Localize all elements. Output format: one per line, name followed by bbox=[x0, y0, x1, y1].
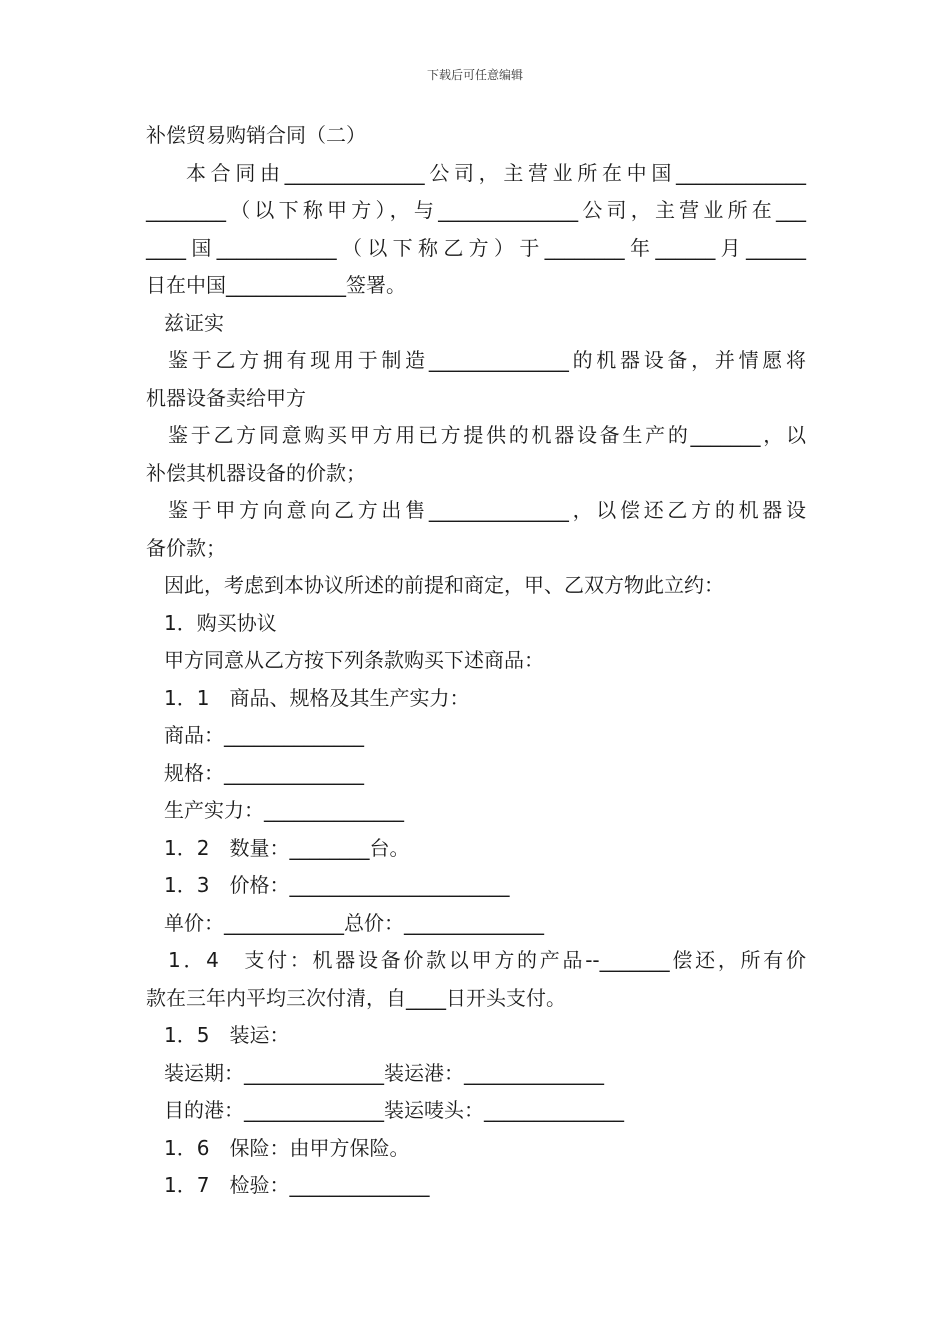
clause-line: 1．5 装运： bbox=[164, 1023, 290, 1047]
clause-line: 1．4 支付：机器设备价款以甲方的产品--_______偿还，所有价 bbox=[168, 948, 806, 972]
field-line: 目的港：______________装运唛头：______________ bbox=[164, 1098, 624, 1122]
paragraph-line: 备价款； bbox=[146, 536, 226, 560]
paragraph-line: 鉴于乙方同意购买甲方用已方提供的机器设备生产的_______，以 bbox=[168, 423, 806, 447]
paragraph-line: 补偿其机器设备的价款； bbox=[146, 461, 366, 485]
paragraph-line: 日在中国____________签署。 bbox=[146, 273, 406, 297]
clause-line: 1．1 商品、规格及其生产实力： bbox=[164, 686, 470, 710]
paragraph-line: ________（以下称甲方），与______________公司，主营业所在___ bbox=[146, 198, 806, 222]
paragraph-line: 鉴于乙方拥有现用于制造______________的机器设备，并情愿将 bbox=[168, 348, 806, 372]
field-line: 商品：______________ bbox=[164, 723, 364, 747]
paragraph-line: 因此，考虑到本协议所述的前提和商定，甲、乙双方物此立约： bbox=[164, 573, 724, 597]
paragraph-line: ____国____________（以下称乙方）于________年______月______ bbox=[146, 236, 806, 260]
paragraph-line: 款在三年内平均三次付清，自____日开头支付。 bbox=[146, 986, 566, 1010]
clause-line: 1．2 数量：________台。 bbox=[164, 836, 410, 860]
field-line: 生产实力：______________ bbox=[164, 798, 404, 822]
paragraph-line: 甲方同意从乙方按下列条款购买下述商品： bbox=[164, 648, 544, 672]
field-line: 规格：______________ bbox=[164, 761, 364, 785]
paragraph-line: 机器设备卖给甲方 bbox=[146, 386, 306, 410]
clause-line: 1．3 价格：______________________ bbox=[164, 873, 510, 897]
paragraph-line: 鉴于甲方向意向乙方出售______________，以偿还乙方的机器设 bbox=[168, 498, 806, 522]
clause-line: 1．7 检验：______________ bbox=[164, 1173, 430, 1197]
paragraph-line: 本合同由______________公司，主营业所在中国_____________ bbox=[186, 161, 806, 185]
field-line: 单价：____________总价：______________ bbox=[164, 911, 544, 935]
page-header-note: 下载后可任意编辑 bbox=[426, 68, 523, 82]
field-line: 装运期：______________装运港：______________ bbox=[164, 1061, 604, 1085]
paragraph-line: 兹证实 bbox=[164, 311, 224, 335]
section-heading: 1．购买协议 bbox=[164, 611, 277, 635]
clause-line: 1．6 保险：由甲方保险。 bbox=[164, 1136, 410, 1160]
document-title: 补偿贸易购销合同（二） bbox=[146, 123, 366, 147]
